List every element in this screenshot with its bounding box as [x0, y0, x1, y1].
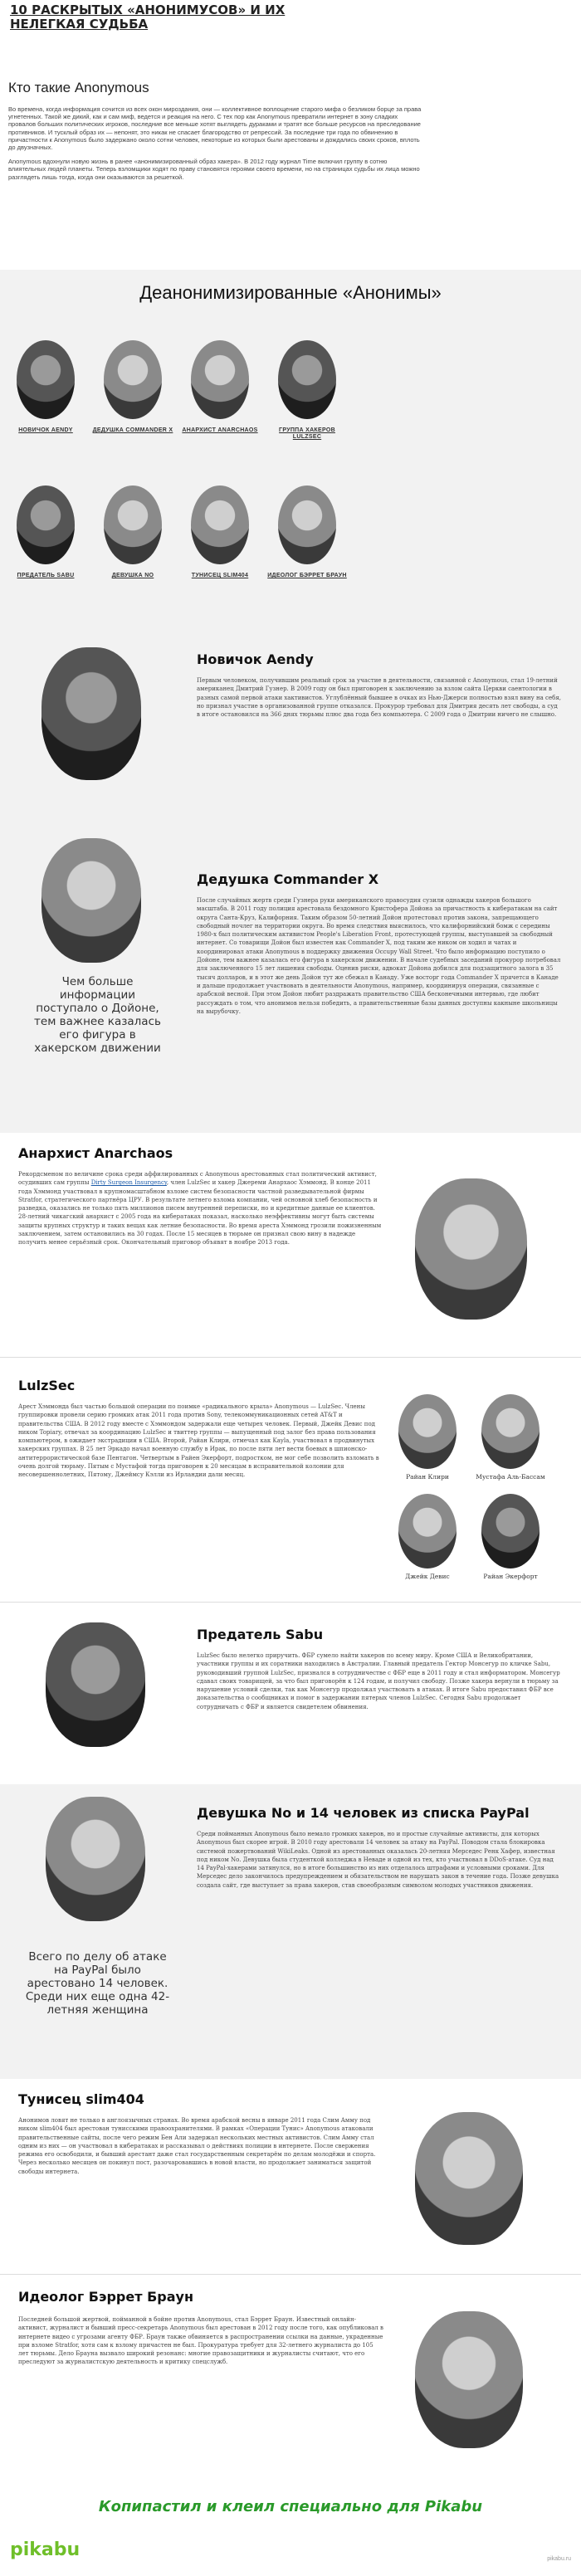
portrait-aendy[interactable] — [17, 340, 75, 419]
portrait-sabu[interactable] — [17, 485, 75, 564]
pull-quote: Чем больше информации поступало о Дойоне, тем важнее казалась его фигура в хакерском движении — [34, 975, 161, 1055]
name-caption: Мустафа Аль-Бассам — [476, 1473, 545, 1481]
portrait-commander-x-large — [42, 838, 141, 963]
section-title: Идеолог Бэррет Браун — [18, 2289, 194, 2305]
deanon-title: Деанонимизированные «Анонимы» — [139, 282, 442, 303]
section-text: Последней большой жертвой, пойманной в бойне против Anonymous, стал Бэррет Браун. Известный онлайн-активист, журналист и бывший пресс-секретарь Anonymous был арестован в 2012 году после того, как опубликовал в интернете видео с угрозами агенту ФБР. Браун также обвиняется в распространении ссылки на данные, украденные при взломе Stratfor, хотя сам к взлому причастен не был. Прокуратура требует для 32-летнего журналиста до 105 лет тюрьмы. Дело Брауна вызвало широкий резонанс: многие правозащитники и журналисты считают, что его преследуют за журналистскую деятельность и критику спецслужб. — [18, 2316, 383, 2366]
caption-link[interactable]: ИДЕОЛОГ БЭРРЕТ БРАУН — [267, 573, 347, 578]
caption-link[interactable]: ПРЕДАТЕЛЬ SABU — [17, 573, 75, 578]
section-text: LulzSec было нелегко приручить. ФБР сумело найти хакеров по всему миру. Кроме США и Великобритании, участники группы и их соратники находились в Австралии. Главный предатель Гектор Монсегур по кличке Sabu, руководивший группой LulzSec, признался в сотрудничестве с ФБР еще в 2011 году и стал информатором. Монсегур сдавал своих товарищей, за что был приговорён к 124 годам, и получил свободу. Позже хакера вернули в тюрьму за нарушение условий сделки, так как Монсегур продолжал участвовать в атаках. В итоге Sabu предоставил ФБР все доказательства о сообщниках и помог в задержании пятерых членов LulzSec. Сегодня Sabu продолжает сотрудничать с ФБР и является свидетелем обвинения. — [197, 1652, 560, 1710]
portrait-sabu-large — [46, 1622, 145, 1747]
caption-link[interactable]: ТУНИСЕЦ SLIM404 — [191, 573, 249, 578]
portrait-slim404-large — [415, 2112, 523, 2245]
portrait-mustafa — [481, 1394, 540, 1469]
section-title: Тунисец slim404 — [18, 2091, 144, 2107]
portrait-girl-no[interactable] — [104, 485, 162, 564]
intro-paragraph: Anonymous вдохнули новую жизнь в ранее «анонимизированный образ хакера». В 2012 году журнал Time включил группу в сотню влиятельных людей планеты. Теперь взломщики ходят по праву становятся героями своего времени, но на страницах судьбы их лица можно разглядеть лишь тогда, когда они оказываются за решеткой. — [8, 158, 420, 181]
footer-site[interactable]: pikabu.ru — [547, 2556, 571, 2562]
section-text: После случайных жертв среди Гузнера руки американского правосудия сузили однажды хакеров большого масштаба. В 2011 году полиция арестовала бездомного Кристофера Дойона за причастность к кибератакам на сайт округа Санта-Круз, Калифорния. Таким образом 50-летний Дойон протестовал против закона, запрещающего свободный ночлег на территории округа. Во время следствия выяснилось, что калифорнийский бомж с середины 1980-х был политическим активистом People's Liberation Front, протестующей группы, выступавшей за свободный интернет. Со товарищи Дойон был известен как Commander X, под таким же ником он ходил и чатах и координировал атаки Anonymous в поддержку движения Occupy Wall Street. Что было информацию поступило о Дойоне, тем важнее казалась его фигура в хакерском движении. В начале судебных заседаний прокурор потребовал для заключенного 15 лет лишения свободы. Оценив риски, адвокат Дойона добился для подзащитного залога в 35 тысяч долларов, и в этот же день Дойон тут же сбежал в Канаду. Уже восторг года Commander X прячется в Канаде и дальше продолжает участвовать в деятельности Anonymous, например, координируя операции, связанные с арабской весной. При этом Дойон любит раздражать правительство США бесконечными интервью, где любит рассуждать о том, что анонимов нельзя победить, а правительственные базы данных доступны какныне школьницы на вырубочку. — [197, 897, 561, 1015]
portrait-lulzsec[interactable] — [278, 340, 336, 419]
caption-link[interactable]: ДЕДУШКА COMMANDER X — [92, 427, 173, 433]
portrait-brown-large — [415, 2311, 523, 2448]
section-text: Анонимов ловят не только в англоязычных странах. Во время арабской весны в январе 2011 года Слим Амму под ником slim404 был арестован тунисскими правоохранителями. В рамках «Операции Тунис» Anonymous атаковали правительственные сайты, после чего режим Бен Али задержал нескольких местных активистов. Слим Амму стал одним из них — он участвовал в кибератаках и рассказывал о действиях полиции в интернете. После свержения режима его освободили, и бывший арестант даже стал государственным секретарём по делам молодёжи и спорта. Через несколько месяцев он покинул пост, разочаровавшись в новой власти, но продолжает заниматься защитой свободы интернета. — [18, 2117, 376, 2175]
section-title: Предатель Sabu — [197, 1627, 324, 1642]
section-text: Первым человеком, получившим реальный срок за участие в деятельности, связанной с Anonymous, стал 19-летний американец Дмитрий Гузнер. В 2009 году он был приговорен к заключению за взлом сайта Церкви саентологии в разных самой первой атаки хактивистов. Углублённый бывшее в очках из Нью-Джерси полностью взял вину на себя, но признал участие в организованной группе отказался. Прокурор требовал для Дмитрия десять лет свободы, а суд в итоге остановился на 366 днях тюрьмы плюс два года без компьютера. С 2009 года о Дмитрии ничего не слышно. — [197, 677, 561, 719]
footer-credit: Копипастил и клеил специально для Pikabu — [98, 2498, 483, 2515]
section-title: LulzSec — [18, 1378, 76, 1393]
dirty-surgeon-link[interactable]: Dirty Surgeon Insurgency — [90, 1179, 167, 1187]
portrait-girl-no-large — [46, 1797, 145, 1921]
portrait-anarchaos[interactable] — [191, 340, 249, 419]
section-text: Арест Хэммонда был частью большой операции по поимке «радикального крыла» Anonymous — LulzSec. Члены группировки провели серию громких атак 2011 года против Sony, телекоммуникационных сетей AT&T и правительства США. В 2012 году вместе с Хэммондом задержали еще четырех человек. Первый, Джейк Девис под ником Topiary, отвечал за координацию LulzSec и твиттер группы — выпущенный под залог без права пользования компьютером, в ожидает экстрадиции в США. Второй, Райан Клири, отмечал как Kayla, участвовал в продвинутых хакерских группах. В 25 лет Эркадо начал военную службу в Ирак, по после пяти лет вести боевых в шпионско-антитеррористической базе Пентагон. Четвертым в Райен Экерфорт, подростком, не мог себе позволить взломать в очень долгой тюрьму. Пятым с Мустафой тогда приговорен к 20 месяцам в исправительной колонии для несовершеннолетних, Пятому, Джеймсу Кэлли из Ирландии дали месяц. — [18, 1403, 379, 1479]
portrait-ryan-cleary — [398, 1394, 456, 1469]
portrait-ryan-ackroyd — [481, 1494, 540, 1569]
name-caption: Райан Клири — [406, 1473, 449, 1481]
section-title: Анархист Anarchaos — [18, 1145, 173, 1161]
portrait-barrett-brown[interactable] — [278, 485, 336, 564]
section-text-part: Рекордсменом по величине срока среди аффилированных с Anonymous арестованных стал политический активист, осудивших сам группы — [18, 1171, 377, 1187]
pikabu-logo[interactable]: pikabu — [10, 2539, 81, 2560]
caption-link[interactable]: ДЕВУШКА NO — [111, 573, 154, 578]
portrait-commander-x[interactable] — [104, 340, 162, 419]
section-title: Девушка No и 14 человек из списка PayPal — [197, 1805, 530, 1821]
portrait-jake-davis — [398, 1494, 456, 1569]
caption-link[interactable]: ГРУППА ХАКЕРОВ LULZSEC — [279, 427, 335, 440]
section-title: Новичок Aendy — [197, 651, 314, 667]
intro-heading: Кто такие Anonymous — [8, 80, 149, 95]
portrait-slim404[interactable] — [191, 485, 249, 564]
page-title: 10 РАСКРЫТЫХ «АНОНИМУСОВ» И ИХ НЕЛЕГКАЯ СУДЬБА — [10, 2, 286, 32]
intro-text — [8, 105, 423, 188]
name-caption: Джейк Девис — [405, 1573, 450, 1580]
name-caption: Райан Экерфорт — [483, 1573, 538, 1580]
divider — [0, 1602, 581, 1603]
portrait-anarchaos-large — [415, 1178, 527, 1320]
section-text: Среди пойманных Anonymous было немало громких хакеров, но и простые случайные активисты, для которых Anonymous был скорее игрой. В 2010 году арестовали 14 человек за атаку на PayPal. Поводом стала блокировка системой пожертвований WikiLeaks. Одной из арестованных оказалась 20-летняя Мерседес Ренк Хафер, известная под ником No. Девушка была студенткой колледжа в Неваде и одной из тех, кто участвовал в DDoS-атаке. Суд над 14 PayPal-хакерами затянулся, но в итоге большинство из них отделалось штрафами и условными сроками. Для Мерседес дело закончилось предупреждением и обязательством не нарушать закон в течение года. Позже девушка создала сайт, где выступает за права хакеров, став своеобразным символом молодых участников движения. — [197, 1831, 559, 1889]
intro-paragraph: Во времена, когда информация сочится из всех окон мироздания, они — коллективное воплощение старого мифа о безликом борце за права угнетенных. Такой же дикий, как и сам миф, ведется и реакция на него. С тех пор как Anonymous превратили интернет в зону сладких провалов больших политических игроков, последние все меньше хотят выглядеть дураками и тратят все больше ресурсов на преследование противников. И тусклый образ их — непонят, это никак не спасает благородство от репрессий. За последние три года по обвинению в причастности к Anonymous было задержано около сотни человек, некоторые из которых были арестованы и дождались своих сроков, вплоть до двузначных. — [8, 105, 422, 152]
pull-quote: Всего по делу об атаке на PayPal было арестовано 14 человек. Среди них еще одна 42-летняя женщина — [25, 1950, 170, 2017]
section-title: Дедушка Commander X — [197, 871, 379, 887]
divider — [0, 1357, 581, 1358]
section-text — [18, 1170, 383, 1247]
divider — [0, 2274, 581, 2275]
portrait-aendy-large — [42, 647, 141, 780]
caption-link[interactable]: АНАРХИСТ ANARCHAOS — [182, 427, 258, 433]
caption-link[interactable]: НОВИЧОК AENDY — [18, 427, 73, 433]
section-text-part: , член LulzSec и хакер Джереми Анархаос Хэммонд. В конце 2011 года Хэммонд участвовал в крупномасштабном взломе систем безопасности частной разведывательной фирмы Stratfor, стратегического партнёра ЦРУ. В результате летнего взлома компании, чей основной хлеб безопасность и разведка, оказались не только пять миллионов писем внутренней переписки, но и кредитные данные ее клиентов. 28-летний чикагский анархист с 2005 года на кибератаках показал, насколько неэффективны могут быть системы защиты крупных структур и таких вещах как летние безопасности. Во время ареста Хэммонд грозили пожизненным заключением, затем остановились на 30 годах. После 15 месяцев в тюрьме он признал свою вину в надежде получить менее серьёзный срок. Окончательный приговор объявят в ноябре 2013 года. — [18, 1179, 382, 1247]
